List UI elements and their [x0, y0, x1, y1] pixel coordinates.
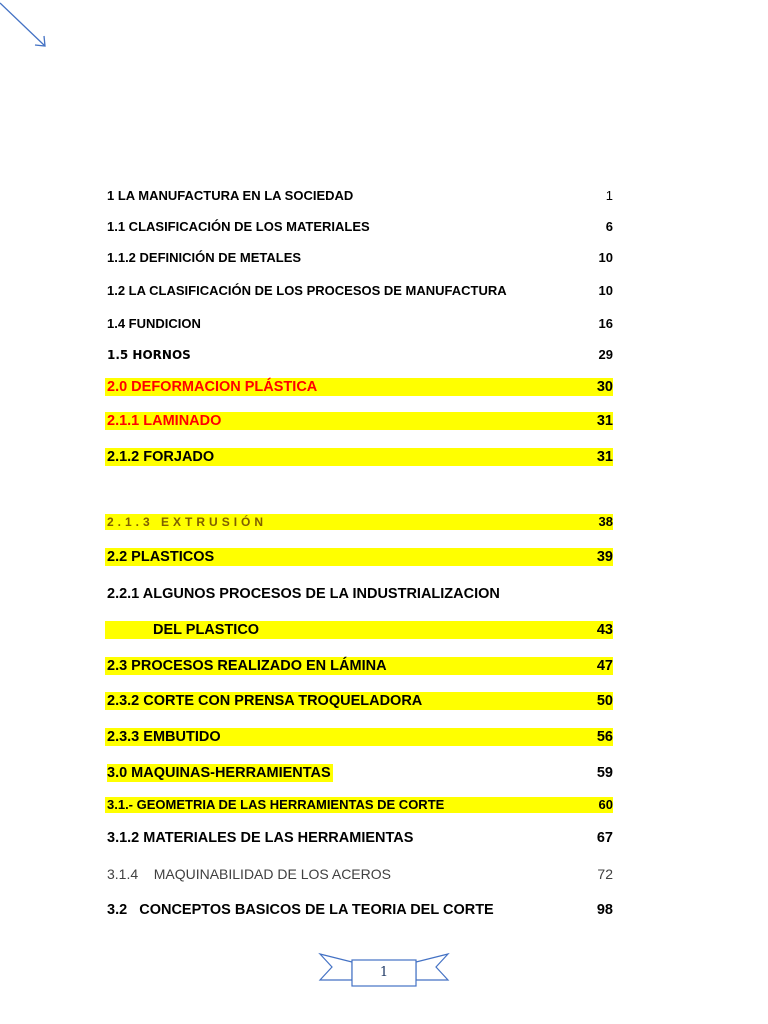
toc-entry-page: 31 [596, 413, 613, 429]
toc-entry[interactable] [105, 283, 613, 299]
toc-entry-page: 6 [605, 219, 613, 234]
toc-entry-highlighted[interactable] [105, 621, 613, 639]
toc-entry-page: 67 [596, 830, 613, 846]
toc-entry-page: 59 [596, 765, 613, 781]
toc-entry[interactable] [105, 901, 613, 919]
toc-entry-page: 30 [596, 379, 613, 395]
toc-entry-title: 2.2.1 ALGUNOS PROCESOS DE LA INDUSTRIALIZACION [107, 586, 500, 602]
toc-entry-page: 98 [596, 902, 613, 918]
toc-entry-title: 1.4 FUNDICION [107, 316, 201, 331]
toc-entry[interactable] [105, 829, 613, 847]
toc-entry[interactable] [105, 585, 613, 603]
toc-entry-highlighted[interactable] [105, 548, 613, 566]
toc-entry-title: 1.1 CLASIFICACIÓN DE LOS MATERIALES [107, 219, 370, 234]
toc-entry[interactable] [105, 219, 613, 235]
toc-entry-page: 43 [596, 622, 613, 638]
toc-entry-highlighted[interactable] [105, 692, 613, 710]
toc-entry-page: 10 [598, 250, 613, 265]
toc-entry-title: 2.0 DEFORMACION PLÁSTICA [107, 379, 318, 395]
toc-entry-highlighted[interactable] [105, 797, 613, 813]
toc-entry-highlighted[interactable] [105, 657, 613, 675]
toc-entry-title: DEL PLASTICO [153, 622, 260, 638]
toc-entry-title: 3.2 CONCEPTOS BASICOS DE LA TEORIA DEL CORTE [107, 902, 494, 918]
toc-entry-page: 72 [597, 866, 613, 882]
toc-entry-title: 2.3.2 CORTE CON PRENSA TROQUELADORA [107, 693, 423, 709]
toc-entry-page: 16 [598, 316, 613, 331]
toc-entry-title: 1.1.2 DEFINICIÓN DE METALES [107, 250, 302, 265]
toc-entry-highlighted[interactable] [105, 378, 613, 396]
toc-entry[interactable] [105, 347, 613, 363]
toc-entry-highlighted[interactable] [105, 728, 613, 746]
toc-entry-page: 60 [598, 797, 613, 812]
toc-entry[interactable] [105, 764, 613, 782]
toc-entry-page: 10 [598, 283, 613, 298]
toc-entry-page: 31 [596, 449, 613, 465]
toc-entry-highlighted[interactable] [105, 412, 613, 430]
toc-entry[interactable] [105, 866, 613, 882]
toc-entry-title: 3.1.2 MATERIALES DE LAS HERRAMIENTAS [107, 830, 414, 846]
toc-entry[interactable] [105, 250, 613, 266]
toc-entry-title: 1.2 LA CLASIFICACIÓN DE LOS PROCESOS DE MANUFACTURA [107, 283, 507, 298]
toc-entry-title: 3.1.4 MAQUINABILIDAD DE LOS ACEROS [107, 866, 391, 882]
toc-entry-title: 2.3.3 EMBUTIDO [107, 729, 221, 745]
toc-entry-highlighted[interactable] [105, 514, 613, 530]
toc-entry[interactable] [105, 316, 613, 332]
toc-entry-page: 38 [598, 514, 613, 529]
toc-entry[interactable] [105, 188, 613, 204]
toc-entry-page: 47 [596, 658, 613, 674]
toc-entry-highlighted[interactable] [105, 448, 613, 466]
toc-entry-page: 50 [596, 693, 613, 709]
toc-entry-title: 2.3 PROCESOS REALIZADO EN LÁMINA [107, 658, 387, 674]
toc-entry-title: 2.1.2 FORJADO [107, 449, 215, 465]
toc-entry-title: 2.2 PLASTICOS [107, 549, 215, 565]
toc-entry-title: 3.0 MAQUINAS-HERRAMIENTAS [107, 765, 331, 781]
toc-entry-title: 2.1.3 EXTRUSIÓN [107, 515, 268, 529]
toc-entry-page: 1 [605, 188, 613, 203]
toc-entry-title: 1.5 HORNOS [107, 348, 191, 362]
toc-entry-title: 3.1.- GEOMETRIA DE LAS HERRAMIENTAS DE CORTE [107, 797, 445, 812]
toc-entry-page: 39 [596, 549, 613, 565]
page-number: 1 [379, 965, 389, 980]
toc-entry-title: 2.1.1 LAMINADO [107, 413, 222, 429]
toc-entry-page: 56 [596, 729, 613, 745]
toc-entry-page: 29 [598, 347, 613, 362]
toc-entry-title: 1 LA MANUFACTURA EN LA SOCIEDAD [107, 188, 354, 203]
